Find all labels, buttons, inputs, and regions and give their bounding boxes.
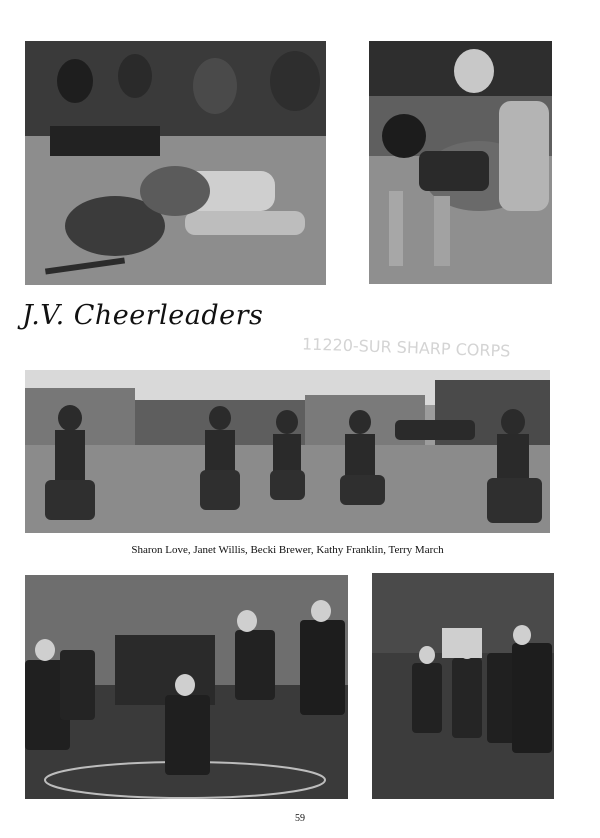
photo-caption: Sharon Love, Janet Willis, Becki Brewer, Kathy Franklin, Terry March	[131, 544, 444, 556]
photo-gym-cheer-right	[372, 573, 554, 799]
faint-handwriting: 11220-SUR SHARP CORPS	[301, 334, 511, 361]
page-number: 59	[295, 813, 305, 824]
photo-wrestling-match-1	[25, 41, 326, 285]
photo-gym-cheer-left	[25, 575, 348, 799]
page-title: J.V. Cheerleaders	[22, 300, 264, 331]
photo-wrestling-match-2	[369, 41, 552, 284]
photo-cheerleader-group	[25, 370, 550, 533]
